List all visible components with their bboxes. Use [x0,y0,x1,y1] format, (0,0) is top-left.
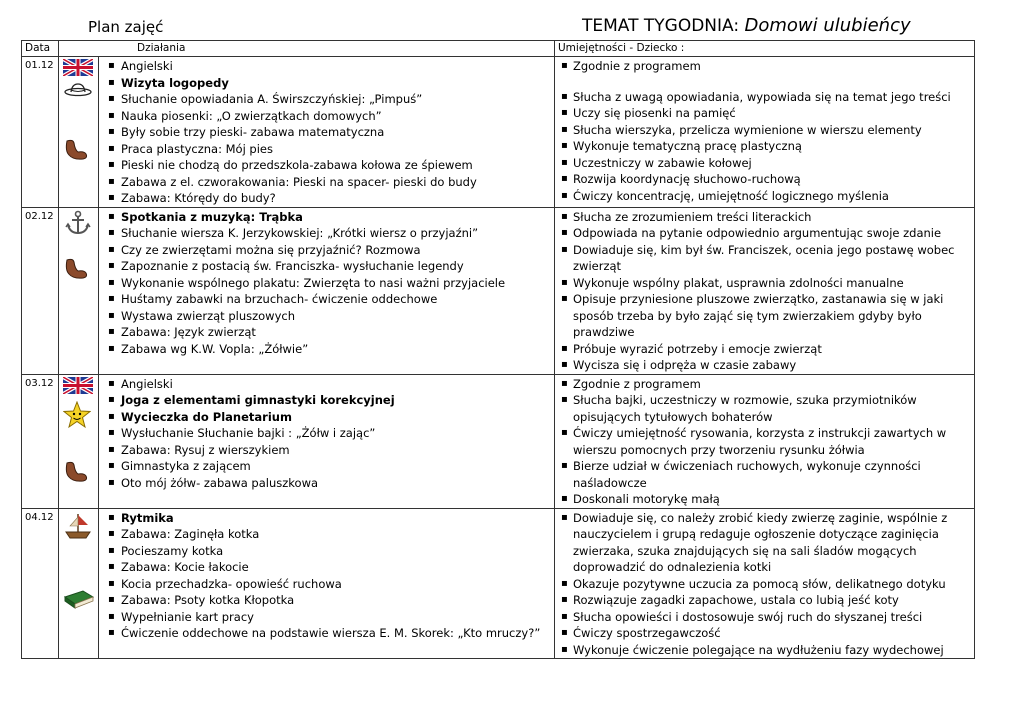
book-icon [63,587,95,609]
activities-cell [99,57,555,208]
skill-item: ▪ Słucha opowieści i dostosowuje swój ruch do słyszanej treści [555,609,974,626]
uk-flag-icon [63,59,93,76]
skill-item: ▪ Ćwiczy spostrzegawczość [555,625,974,642]
row-date: 01.12 [22,57,59,208]
activity-item: ▪ Wykonanie wspólnego plakatu: Zwierzęta to nasi ważni przyjaciele [99,275,554,292]
activity-item: ▪ Nauka piosenki: „O zwierzątkach domowych” [99,108,554,125]
skill-item: ▪ Doskonali motorykę małą [555,491,974,508]
table-row [22,374,975,508]
row-icons [59,57,99,208]
activity-item: ▪ Zabawa: Psoty kotka Kłopotka [99,592,554,609]
skill-item: ▪ Słucha ze zrozumieniem treści literackich [555,209,974,226]
activity-item: ▪ Zapoznanie z postacią św. Franciszka- wysłuchanie legendy [99,258,554,275]
activities-cell [99,207,555,374]
schedule-table [21,40,975,659]
activity-item: ▪ Wypełnianie kart pracy [99,609,554,626]
activity-item: ▪ Angielski [99,376,554,393]
column-header-activities: Działania [59,41,555,57]
table-row [22,508,975,659]
activity-item: ▪ Ćwiczenie oddechowe na podstawie wiersza E. M. Skorek: „Kto mruczy?” [99,625,554,642]
skill-item: ▪ Opisuje przyniesione pluszowe zwierzątko, zastanawia się w jaki sposób trzeba by było zająć się tym zwierzakiem gdyby było prawdziwe [555,291,974,341]
skill-item: ▪ Wykonuje ćwiczenie polegające na wydłużeniu fazy wydechowej [555,642,974,659]
activity-item: ▪ Zabawa: Kocie łakocie [99,559,554,576]
activity-item: ▪ Angielski [99,58,554,75]
table-row [22,57,975,208]
row-icons [59,207,99,374]
skill-item: ▪ Próbuje wyrazić potrzeby i emocje zwierząt [555,341,974,358]
activity-item: ▪ Praca plastyczna: Mój pies [99,141,554,158]
skill-item: ▪ Uczy się piosenki na pamięć [555,105,974,122]
skill-item: ▪ Odpowiada na pytanie odpowiednio argumentując swoje zdanie [555,225,974,242]
ship-icon [63,511,93,541]
skill-item: ▪ Rozwija koordynację słuchowo-ruchową [555,171,974,188]
skill-item: ▪ Słucha wierszyka, przelicza wymienione w wierszu elementy [555,122,974,139]
activity-item: ▪ Wizyta logopedy [99,75,554,92]
leg-icon [63,461,89,485]
theme-label: TEMAT TYGODNIA: [582,16,740,36]
activity-item: ▪ Pocieszamy kotka [99,543,554,560]
row-icons [59,374,99,508]
activity-item: ▪ Czy ze zwierzętami można się przyjaźnić? Rozmowa [99,242,554,259]
skill-item: ▪ Wykonuje wspólny plakat, usprawnia zdolności manualne [555,275,974,292]
activity-item: ▪ Zabawa z el. czworakowania: Pieski na spacer- pieski do budy [99,174,554,191]
plan-title: Plan zajęć [88,18,164,36]
activity-item: ▪ Słuchanie wiersza K. Jerzykowskiej: „Krótki wiersz o przyjaźni” [99,225,554,242]
table-header-row [22,41,975,57]
skill-item: ▪ Ćwiczy umiejętność rysowania, korzysta z instrukcji zawartych w wierszu pomocnych przy tworzeniu rysunku żółwia [555,425,974,458]
skill-item: ▪ Zgodnie z programem [555,58,974,75]
activity-item: ▪ Wystawa zwierząt pluszowych [99,308,554,325]
theme-value: Domowi ulubieńcy [744,15,911,36]
skill-item: ▪ Zgodnie z programem [555,376,974,393]
week-theme [582,15,911,36]
star-icon [63,401,91,429]
activity-item: ▪ Słuchanie opowiadania A. Świrszczyńskiej: „Pimpuś” [99,91,554,108]
activity-item: ▪ Zabawa: Którędy do budy? [99,190,554,207]
anchor-icon [63,210,93,236]
activity-item: ▪ Gimnastyka z zającem [99,458,554,475]
activity-item: ▪ Oto mój żółw- zabawa paluszkowa [99,475,554,492]
activity-item: ▪ Wysłuchanie Słuchanie bajki : „Żółw i zając” [99,425,554,442]
activity-item: ▪ Zabawa: Język zwierząt [99,324,554,341]
skill-item: ▪ Słucha z uwagą opowiadania, wypowiada się na temat jego treści [555,89,974,106]
activity-item: ▪ Huśtamy zabawki na brzuchach- ćwiczenie oddechowe [99,291,554,308]
uk-flag-icon [63,377,93,394]
activity-item: ▪ Joga z elementami gimnastyki korekcyjnej [99,392,554,409]
skills-cell [555,374,975,508]
skill-item: ▪ Ćwiczy koncentrację, umiejętność logicznego myślenia [555,188,974,205]
row-date: 03.12 [22,374,59,508]
activity-item: ▪ Pieski nie chodzą do przedszkola-zabawa kołowa ze śpiewem [99,157,554,174]
row-icons [59,508,99,659]
skill-item: ▪ Uczestniczy w zabawie kołowej [555,155,974,172]
skills-cell [555,508,975,659]
skill-item: ▪ Bierze udział w ćwiczeniach ruchowych, wykonuje czynności naśladowcze [555,458,974,491]
activity-item: ▪ Zabawa wg K.W. Vopla: „Żółwie” [99,341,554,358]
hat-icon [63,81,93,97]
activity-item: ▪ Zabawa: Zaginęła kotka [99,526,554,543]
column-header-date: Data [22,41,59,57]
skill-item: ▪ Wykonuje tematyczną pracę plastyczną [555,138,974,155]
activity-item: ▪ Rytmika [99,510,554,527]
skills-cell [555,57,975,208]
skill-item: ▪ Dowiaduje się, kim był św. Franciszek, ocenia jego postawę wobec zwierząt [555,242,974,275]
row-date: 04.12 [22,508,59,659]
skills-cell [555,207,975,374]
skill-item: ▪ Wycisza się i odpręża w czasie zabawy [555,357,974,374]
activities-cell [99,374,555,508]
activity-item: ▪ Były sobie trzy pieski- zabawa matematyczna [99,124,554,141]
activity-item: ▪ Kocia przechadzka- opowieść ruchowa [99,576,554,593]
column-header-skills: Umiejętności - Dziecko : [555,41,975,57]
activity-item: ▪ Spotkania z muzyką: Trąbka [99,209,554,226]
activities-cell [99,508,555,659]
leg-icon [63,258,89,282]
row-date: 02.12 [22,207,59,374]
activity-item: ▪ Wycieczka do Planetarium [99,409,554,426]
table-row [22,207,975,374]
skill-item: ▪ Dowiaduje się, co należy zrobić kiedy zwierzę zaginie, wspólnie z nauczycielem i grupą redaguje ogłoszenie dotyczące zaginięcia zwierzaka, szuka znajdujących się na sali śladów mogących doprowadzić do odnalezienia kotki [555,510,974,576]
skill-item: ▪ Rozwiązuje zagadki zapachowe, ustala co lubią jeść koty [555,592,974,609]
activity-item: ▪ Zabawa: Rysuj z wierszykiem [99,442,554,459]
leg-icon [63,139,89,163]
skill-item: ▪ Okazuje pozytywne uczucia za pomocą słów, delikatnego dotyku [555,576,974,593]
skill-item: ▪ Słucha bajki, uczestniczy w rozmowie, szuka przymiotników opisujących tytułowych bohaterów [555,392,974,425]
